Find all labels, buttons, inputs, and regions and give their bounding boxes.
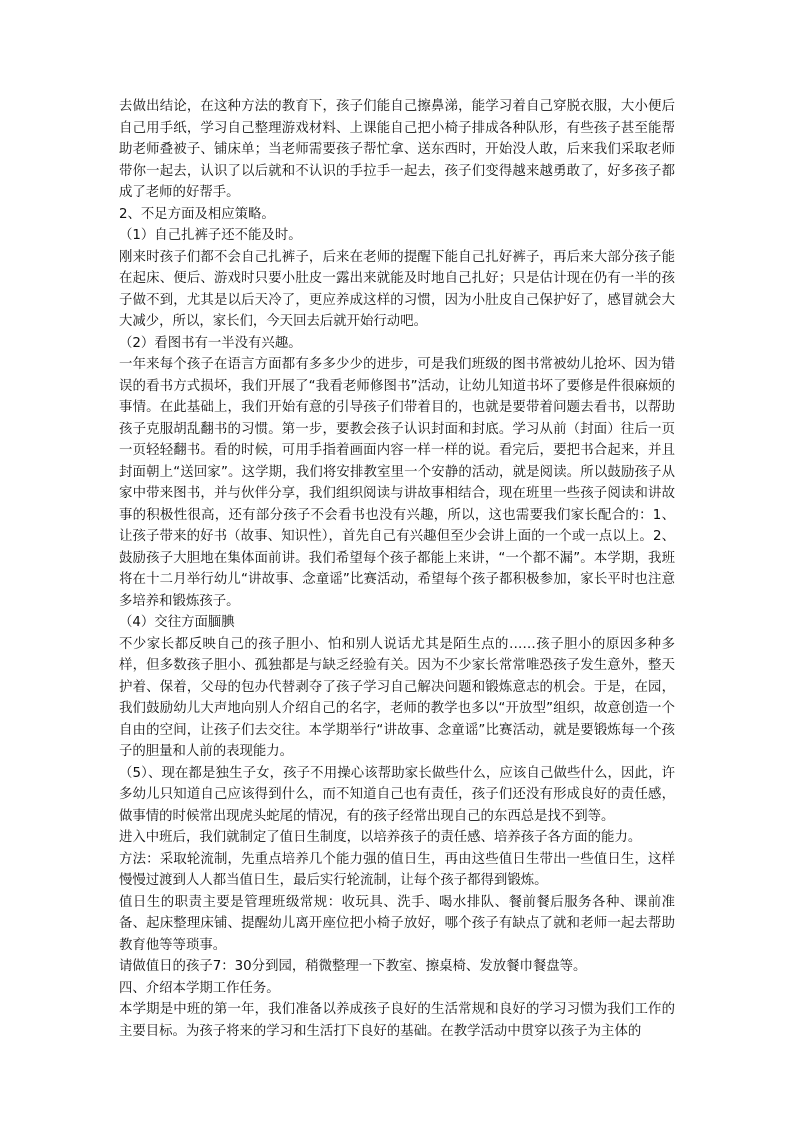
paragraph-method: 方法：采取轮流制，先重点培养几个能力强的值日生，再由这些值日生带出一些值日生，这样慢慢过渡到人人都当值日生，最后实行轮流制，让每个孩子都得到锻炼。 xyxy=(119,851,675,888)
subheading-shy: （4）交往方面腼腆 xyxy=(119,615,235,630)
paragraph-arrival-time: 请做值日的孩子7：30分到园，稍微整理一下教室、擦桌椅、发放餐巾餐盘等。 xyxy=(119,959,587,974)
paragraph-conclusion: 去做出结论，在这种方法的教育下，孩子们能自己擦鼻涕，能学习着自己穿脱衣服，大小便后自己用手纸，学习自己整理游戏材料、上课能自己把小椅子排成各种队形，有些孩子甚至能帮助老师叠被子、铺床单；当老师需要孩子帮忙拿、送东西时，开始没人敢，后来我们采取老师带你一起去，认识了以后就和不认识的手拉手一起去，孩子们变得越来越勇敢了，好多孩子都成了老师的好帮手。 xyxy=(119,99,675,200)
document-body xyxy=(119,96,675,1042)
paragraph-semester-goals: 本学期是中班的第一年，我们准备以养成孩子良好的生活常规和良好的学习习惯为我们工作的主要目标。为孩子将来的学习和生活打下良好的基础。在教学活动中贯穿以孩子为主体的 xyxy=(119,1002,675,1039)
paragraph-duty-tasks: 值日生的职责主要是管理班级常规：收玩具、洗手、喝水排队、餐前餐后服务各种、课前准备、起床整理床铺、提醒幼儿离开座位把小椅子放好，哪个孩子有缺点了就和老师一起去帮助教育他等等琐事。 xyxy=(119,894,675,953)
section-heading-tasks: 四、介绍本学期工作任务。 xyxy=(119,980,280,996)
paragraph-pants: 刚来时孩子们都不会自己扎裤子，后来在老师的提醒下能自己扎好裤子，再后来大部分孩子能在起床、便后、游戏时只要小肚皮一露出来就能及时地自己扎好；只是估计现在仍有一半的孩子做不到，尤其是以后天冷了，更应养成这样的习惯，因为小肚皮自己保护好了，感冒就会大大减少，所以，家长们，今天回去后就开始行动吧。 xyxy=(119,249,675,329)
section-heading-shortcomings: 2、不足方面及相应策略。 xyxy=(119,206,275,222)
paragraph-shy: 不少家长都反映自己的孩子胆小、怕和别人说话尤其是陌生点的……孩子胆小的原因多种多样，但多数孩子胆小、孤独都是与缺乏经验有关。因为不少家长常常唯恐孩子发生意外，整天护着、保着，父母的包办代替剥夺了孩子学习自己解决问题和锻炼意志的机会。于是，在园，我们鼓励幼儿大声地向别人介绍自己的名字，老师的教学也多以“开放型”组织，故意创造一个自由的空间，让孩子们去交往。本学期举行“讲故事、念童谣”比赛活动，就是要锻炼每一个孩子的胆量和人前的表现能力。 xyxy=(119,636,675,759)
paragraph-responsibility: （5）、现在都是独生子女，孩子不用操心该帮助家长做些什么，应该自己做些什么，因此，许多幼儿只知道自己应该得到什么，而不知道自己也有责任，孩子们还没有形成良好的责任感，做事情的时候常出现虎头蛇尾的情况，有的孩子经常出现自己的东西总是找不到等。 xyxy=(119,765,675,824)
paragraph-duty-system: 进入中班后，我们就制定了值日生制度，以培养孩子的责任感、培养孩子各方面的能力。 xyxy=(119,830,642,845)
paragraph-books: 一年来每个孩子在语言方面都有多多少少的进步，可是我们班级的图书常被幼儿抢坏、因为错误的看书方式损坏，我们开展了“我看老师修图书”活动，让幼儿知道书坏了要修是件很麻烦的事情。在此基础上，我们开始有意的引导孩子们带着目的，也就是要带着问题去看书，以帮助孩子克服胡乱翻书的习惯。第一步，要教会孩子认识封面和封底。学习从前（封面）往后一页一页轻轻翻书。看的时候，可用手指着画面内容一样一样的说。看完后，要把书合起来，并且封面朝上“送回家”。这学期，我们将安排教室里一个安静的活动，就是阅读。所以鼓励孩子从家中带来图书，并与伙伴分享，我们组织阅读与讲故事相结合，现在班里一些孩子阅读和讲故事的积极性很高，还有部分孩子不会看书也没有兴趣，所以，这也需要我们家长配合的：1、让孩子带来的好书（故事、知识性），首先自己有兴趣但至少会讲上面的一个或一点以上。2、鼓励孩子大胆地在集体面前讲。我们希望每个孩子都能上来讲，“一个都不漏”。本学期，我班将在十二月举行幼儿“讲故事、念童谣”比赛活动，希望每个孩子都积极参加，家长平时也注意多培养和锻炼孩子。 xyxy=(119,357,675,609)
subheading-pants: （1）自己扎裤子还不能及时。 xyxy=(119,228,302,243)
subheading-books: （2）看图书有一半没有兴趣。 xyxy=(119,335,302,351)
